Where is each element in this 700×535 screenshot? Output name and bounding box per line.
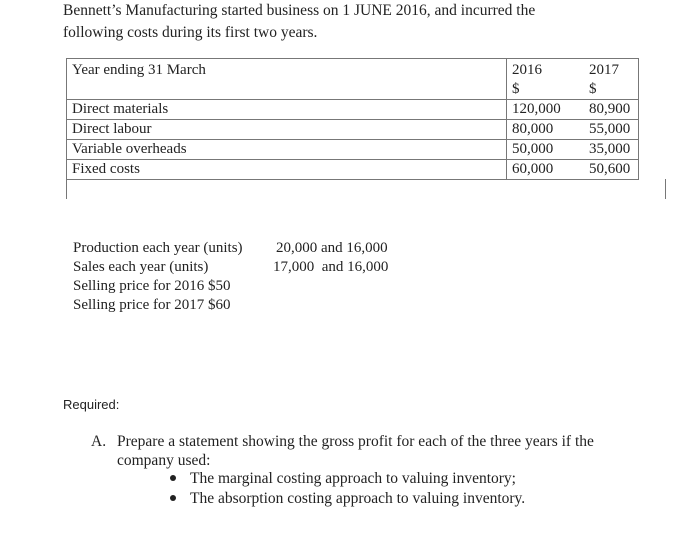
currency-2017: $ <box>589 81 597 97</box>
intro-line-1: Bennett’s Manufacturing started business on 1 JUNE 2016, and incurred the <box>63 2 536 19</box>
list-item <box>170 489 525 509</box>
intro-line-2: following costs during its first two years. <box>63 24 318 41</box>
selling-price-2017: Selling price for 2017 $60 <box>73 297 231 313</box>
production-label: Production each year (units) <box>73 240 243 256</box>
row-label-variable-overheads: Variable overheads <box>72 141 187 157</box>
bullet-text-absorption: The absorption costing approach to valuing inventory. <box>190 490 526 507</box>
list-item <box>170 469 516 489</box>
task-line-1: Prepare a statement showing the gross profit for each of the three years if the <box>117 433 594 450</box>
table-edge-stub <box>66 179 67 199</box>
year-2017-header: 2017 <box>589 62 619 78</box>
selling-price-2016: Selling price for 2016 $50 <box>73 278 231 294</box>
row-label-direct-materials: Direct materials <box>72 101 169 117</box>
bullet-text-marginal: The marginal costing approach to valuing inventory; <box>190 470 516 487</box>
required-heading: Required: <box>63 397 120 412</box>
row-label-fixed-costs: Fixed costs <box>72 161 140 177</box>
row-label-direct-labour: Direct labour <box>72 121 152 137</box>
intro-paragraph <box>63 0 535 44</box>
task-letter: A. <box>91 433 107 450</box>
sales-label: Sales each year (units) <box>73 259 209 275</box>
bullet-icon <box>170 475 176 481</box>
cell-variable-overheads-2016: 50,000 <box>512 141 554 157</box>
sales-value: 17,000 and 16,000 <box>273 259 389 275</box>
currency-2016: $ <box>512 81 520 97</box>
year-2016-header: 2016 <box>512 62 542 78</box>
task-line-2: company used: <box>117 452 211 469</box>
table-edge-stub <box>665 179 666 199</box>
cell-fixed-costs-2016: 60,000 <box>512 161 554 177</box>
cell-fixed-costs-2017: 50,600 <box>589 161 631 177</box>
cell-direct-labour-2016: 80,000 <box>512 121 554 137</box>
table-row-divider <box>67 179 638 180</box>
cost-table <box>66 58 639 180</box>
bullet-icon <box>170 495 176 501</box>
cell-direct-labour-2017: 55,000 <box>589 121 631 137</box>
table-header-label: Year ending 31 March <box>72 62 206 78</box>
production-value: 20,000 and 16,000 <box>276 240 388 256</box>
cell-direct-materials-2017: 80,900 <box>589 101 631 117</box>
cell-direct-materials-2016: 120,000 <box>512 101 561 117</box>
cell-variable-overheads-2017: 35,000 <box>589 141 631 157</box>
